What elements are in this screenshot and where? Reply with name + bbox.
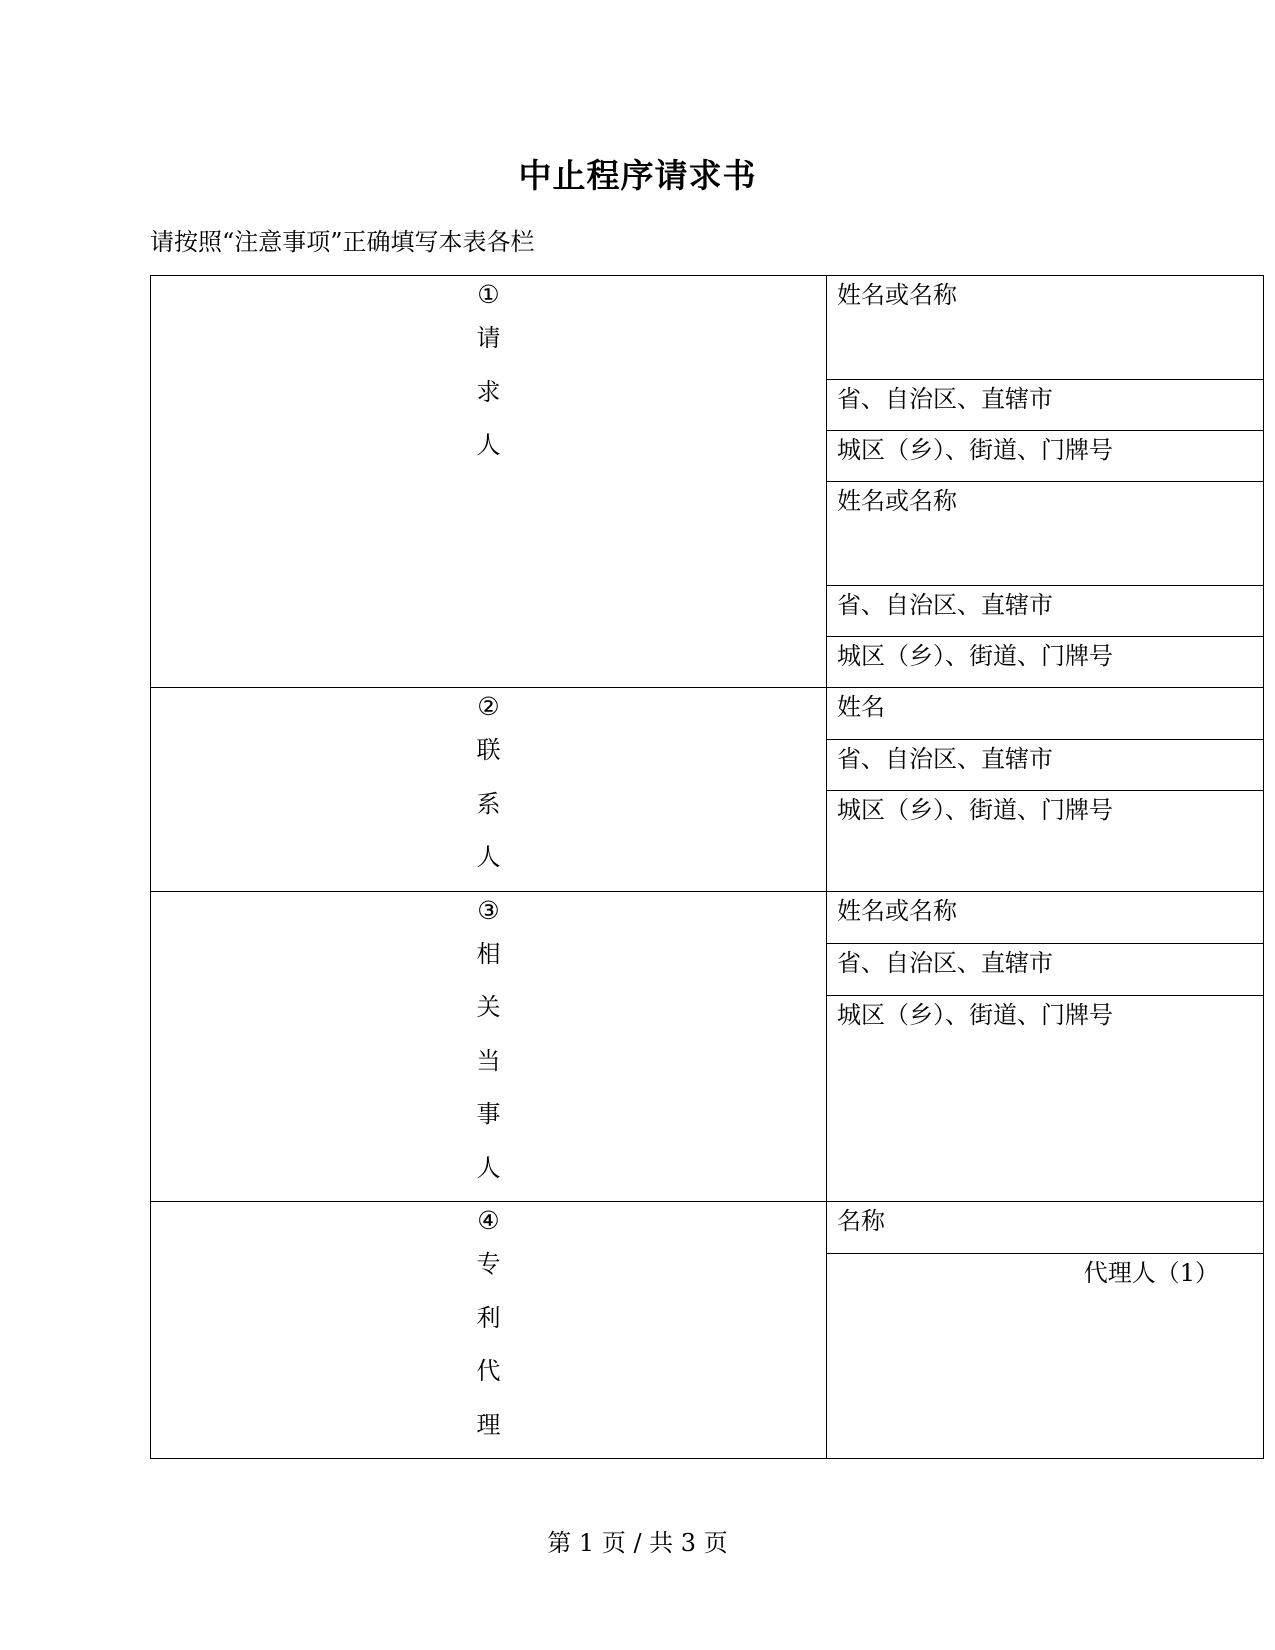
field-label: 代理人（1）	[1083, 1259, 1219, 1287]
section-label-char: 人	[476, 431, 501, 459]
field-label: 城区（乡）、街道、门牌号	[837, 436, 1113, 464]
table-row	[151, 688, 1264, 740]
contact-name-field[interactable]	[827, 688, 1264, 740]
field-label: 姓名	[837, 693, 885, 721]
requester-1-province-field[interactable]	[827, 380, 1264, 431]
field-label: 城区（乡）、街道、门牌号	[837, 796, 1113, 825]
section-label-char: 专	[476, 1250, 501, 1278]
table-row	[151, 1202, 1264, 1254]
agency-name-field[interactable]	[827, 1202, 1264, 1254]
section-label-char: 人	[476, 1153, 501, 1182]
request-form-table	[150, 275, 1264, 1459]
section-label-char: 请	[476, 324, 501, 352]
page-indicator: 第 1 页 / 共 3 页	[547, 1529, 728, 1557]
field-label: 城区（乡）、街道、门牌号	[837, 642, 1113, 670]
field-label: 姓名或名称	[837, 896, 957, 925]
form-instruction: 请按照“注意事项”正确填写本表各栏	[150, 228, 535, 256]
requester-2-province-field[interactable]	[827, 586, 1264, 637]
section-label-char: 求	[476, 377, 501, 406]
section-label-char: 利	[476, 1303, 501, 1332]
section-number: ①	[477, 280, 500, 309]
page-title: 中止程序请求书	[518, 156, 757, 195]
related-party-section-label	[469, 892, 509, 1202]
section-number: ③	[477, 895, 500, 925]
field-label: 省、自治区、直辖市	[837, 591, 1053, 619]
table-row	[151, 891, 1264, 943]
related-party-province-field[interactable]	[827, 943, 1264, 995]
field-label: 省、自治区、直辖市	[837, 948, 1053, 977]
section-label-char: 理	[476, 1410, 501, 1439]
section-number: ④	[477, 1206, 500, 1235]
requester-1-street-field[interactable]	[827, 431, 1264, 482]
related-party-street-field[interactable]	[827, 995, 1264, 1201]
section-label-char: 当	[476, 1046, 501, 1075]
requester-1-name-field[interactable]	[827, 276, 1264, 380]
section-number: ②	[477, 692, 500, 721]
requester-2-name-field[interactable]	[827, 482, 1264, 586]
contact-section-label-cell	[151, 688, 827, 892]
requester-2-street-field[interactable]	[827, 637, 1264, 688]
section-label-char: 代	[476, 1357, 501, 1385]
section-label-char: 关	[476, 993, 501, 1021]
agent-1-field[interactable]	[827, 1254, 1264, 1459]
requester-section-label	[469, 276, 509, 479]
section-label-char: 联	[476, 736, 501, 764]
field-label: 省、自治区、直辖市	[837, 744, 1053, 773]
section-label-char: 事	[476, 1100, 501, 1128]
section-label-char: 相	[476, 939, 501, 968]
table-row	[151, 276, 1264, 380]
contact-street-field[interactable]	[827, 791, 1264, 891]
section-label-char: 人	[476, 843, 501, 871]
field-label: 省、自治区、直辖市	[837, 385, 1053, 413]
field-label: 姓名或名称	[837, 281, 957, 309]
field-label: 城区（乡）、街道、门牌号	[837, 1000, 1113, 1029]
field-label: 名称	[837, 1207, 885, 1235]
contact-province-field[interactable]	[827, 739, 1264, 791]
related-party-name-field[interactable]	[827, 891, 1264, 943]
related-party-section-label-cell	[151, 891, 827, 1202]
field-label: 姓名或名称	[837, 487, 957, 515]
requester-section-label-cell	[151, 276, 827, 688]
patent-agency-section-label-cell	[151, 1202, 827, 1459]
section-label-char: 系	[476, 789, 501, 818]
patent-agency-section-label	[469, 1202, 509, 1458]
contact-section-label	[469, 688, 509, 891]
